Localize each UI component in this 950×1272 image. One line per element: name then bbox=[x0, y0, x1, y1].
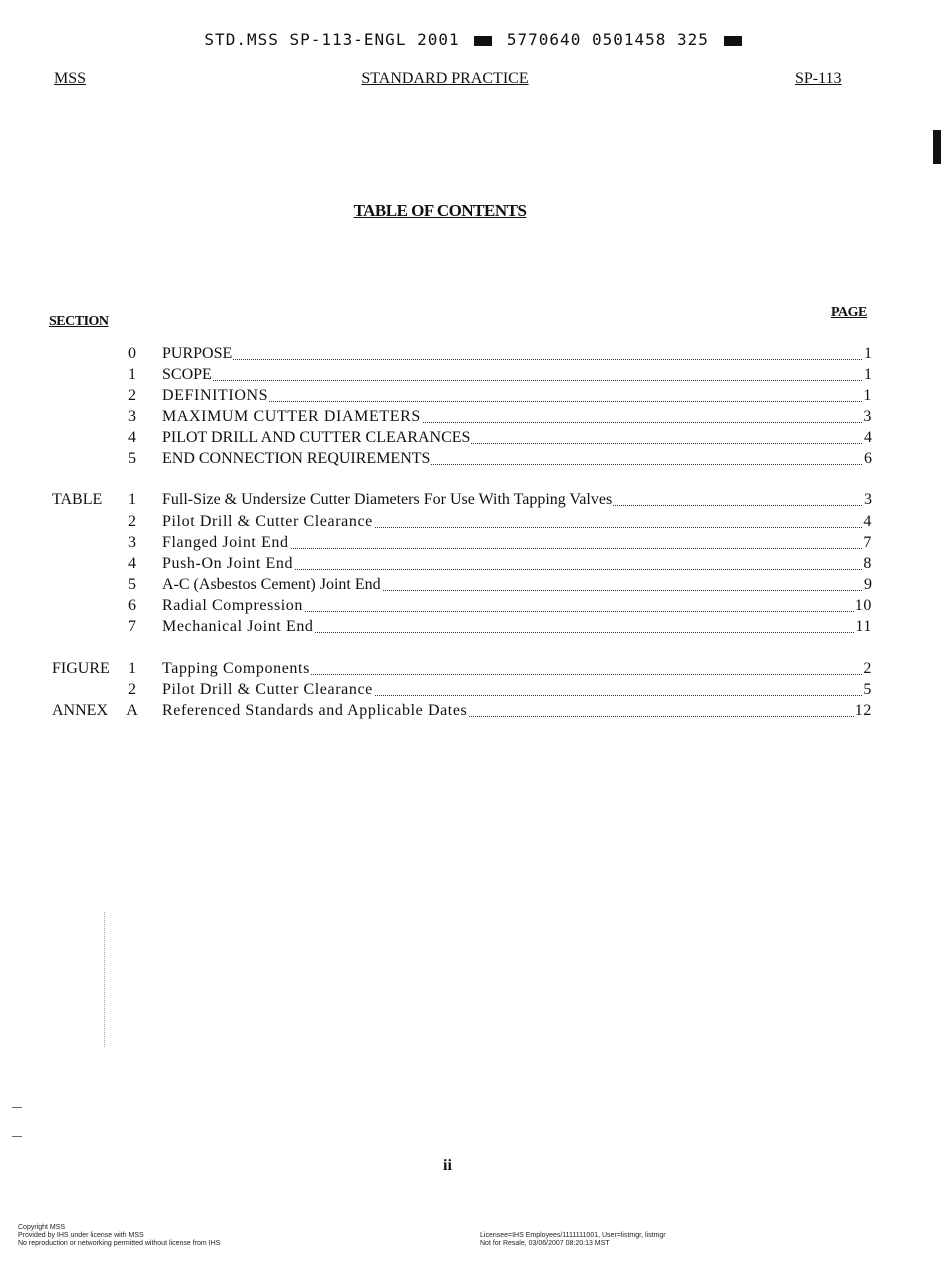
footer-line: Licensee=IHS Employees/1111111001, User=listmgr, listmgr bbox=[480, 1232, 666, 1239]
toc-title: Radial Compression bbox=[162, 597, 304, 614]
page-title: TABLE OF CONTENTS bbox=[353, 201, 527, 220]
toc-number: 6 bbox=[128, 597, 136, 614]
toc-entry bbox=[162, 534, 872, 552]
toc-row bbox=[0, 491, 950, 512]
toc-title: Tapping Components bbox=[162, 660, 310, 677]
toc-entry bbox=[162, 660, 872, 678]
toc-entry bbox=[162, 576, 872, 594]
toc-number: A bbox=[126, 702, 138, 719]
toc-title: MAXIMUM CUTTER DIAMETERS bbox=[162, 408, 421, 425]
footer-line: Provided by IHS under license with MSS bbox=[18, 1232, 144, 1239]
toc-row bbox=[0, 555, 950, 576]
footer-copyright bbox=[18, 1224, 220, 1248]
toc-row bbox=[0, 366, 950, 387]
toc-title: Mechanical Joint End bbox=[162, 618, 314, 635]
toc-title: Pilot Drill & Cutter Clearance bbox=[162, 513, 373, 530]
toc-title: Referenced Standards and Applicable Dates bbox=[162, 702, 468, 719]
header-center: STANDARD PRACTICE bbox=[361, 70, 529, 87]
toc-number: 2 bbox=[128, 387, 136, 404]
scan-artifact bbox=[12, 1107, 22, 1108]
toc-entry bbox=[162, 681, 872, 699]
toc-page: 9 bbox=[864, 576, 872, 593]
toc-row bbox=[0, 618, 950, 639]
toc-group-label: ANNEX bbox=[52, 702, 108, 719]
toc-number: 4 bbox=[128, 555, 136, 572]
toc-number: 0 bbox=[128, 345, 136, 362]
toc-title: Pilot Drill & Cutter Clearance bbox=[162, 681, 373, 698]
stamp-code: STD.MSS SP-113-ENGL 2001 bbox=[204, 30, 460, 49]
toc-title: DEFINITIONS bbox=[162, 387, 269, 404]
toc-row bbox=[0, 387, 950, 408]
toc-page: 6 bbox=[864, 450, 872, 467]
toc-title: PURPOSE bbox=[162, 345, 233, 362]
toc-entry bbox=[162, 555, 872, 573]
toc-number: 3 bbox=[128, 534, 136, 551]
footer-line: Copyright MSS bbox=[18, 1224, 66, 1231]
toc-entry bbox=[162, 702, 872, 720]
toc-row bbox=[0, 597, 950, 618]
toc-entry bbox=[162, 597, 872, 615]
toc-title: Flanged Joint End bbox=[162, 534, 289, 551]
toc-number: 7 bbox=[128, 618, 136, 635]
toc-number: 5 bbox=[128, 576, 136, 593]
toc-number: 4 bbox=[128, 429, 136, 446]
toc-title: SCOPE bbox=[162, 366, 212, 383]
toc-entry bbox=[162, 618, 872, 636]
revision-bar bbox=[933, 130, 941, 164]
footer-line: Not for Resale, 03/06/2007 08:20:13 MST bbox=[480, 1240, 610, 1247]
toc-number: 1 bbox=[128, 491, 136, 508]
toc-page: 1 bbox=[864, 345, 872, 362]
page-number: ii bbox=[443, 1157, 452, 1174]
toc-number: 2 bbox=[128, 513, 136, 530]
toc-row bbox=[0, 534, 950, 555]
toc-page: 8 bbox=[863, 555, 872, 572]
toc-row bbox=[0, 450, 950, 471]
toc-entry bbox=[162, 387, 872, 405]
toc-page: 10 bbox=[854, 597, 872, 614]
toc-page: 1 bbox=[864, 366, 872, 383]
page-column-label: PAGE bbox=[831, 305, 867, 320]
toc-row bbox=[0, 408, 950, 429]
toc-page: 3 bbox=[864, 491, 872, 508]
toc-row bbox=[0, 429, 950, 450]
toc-page: 2 bbox=[863, 660, 872, 677]
toc-entry bbox=[162, 366, 872, 384]
toc-number: 3 bbox=[128, 408, 136, 425]
footer-line: No reproduction or networking permitted without license from IHS bbox=[18, 1240, 221, 1247]
toc-page: 4 bbox=[864, 429, 872, 446]
toc-group-label: TABLE bbox=[52, 491, 103, 508]
toc-entry bbox=[162, 450, 872, 468]
toc-page: 1 bbox=[863, 387, 872, 404]
toc-page: 4 bbox=[863, 513, 872, 530]
toc-row bbox=[0, 345, 950, 366]
toc-page: 12 bbox=[854, 702, 872, 719]
header-publisher: MSS bbox=[54, 70, 87, 87]
scan-artifact bbox=[12, 1136, 22, 1137]
stamp-serial: 5770640 0501458 325 bbox=[506, 30, 709, 49]
footer-license bbox=[480, 1232, 666, 1248]
toc-number: 5 bbox=[128, 450, 136, 467]
toc-row bbox=[0, 660, 950, 681]
toc-title: Push-On Joint End bbox=[162, 555, 294, 572]
toc-group-label: FIGURE bbox=[52, 660, 110, 677]
stamp-block-mark bbox=[474, 36, 492, 46]
toc-title: END CONNECTION REQUIREMENTS bbox=[162, 450, 431, 467]
toc-page: 3 bbox=[863, 408, 872, 425]
toc-page: 11 bbox=[855, 618, 872, 635]
toc-entry bbox=[162, 429, 872, 447]
section-column-label: SECTION bbox=[49, 314, 109, 329]
toc-title: Full-Size & Undersize Cutter Diameters For Use With Tapping Valves bbox=[162, 491, 613, 508]
toc-entry bbox=[162, 408, 872, 426]
scan-artifact bbox=[104, 912, 107, 1047]
toc-page: 5 bbox=[863, 681, 872, 698]
toc-row bbox=[0, 702, 950, 723]
document-stamp bbox=[0, 30, 950, 49]
toc-row bbox=[0, 513, 950, 534]
toc-number: 1 bbox=[128, 366, 136, 383]
toc-number: 2 bbox=[128, 681, 136, 698]
stamp-block-mark-end bbox=[724, 36, 742, 46]
toc-entry bbox=[162, 513, 872, 531]
header-doc-id: SP-113 bbox=[795, 70, 842, 87]
toc-page: 7 bbox=[863, 534, 872, 551]
toc-title: PILOT DRILL AND CUTTER CLEARANCES bbox=[162, 429, 471, 446]
toc-number: 1 bbox=[128, 660, 136, 677]
toc-title: A-C (Asbestos Cement) Joint End bbox=[162, 576, 381, 593]
toc-entry bbox=[162, 491, 872, 509]
toc-entry bbox=[162, 345, 872, 363]
toc-row bbox=[0, 681, 950, 702]
toc-row bbox=[0, 576, 950, 597]
